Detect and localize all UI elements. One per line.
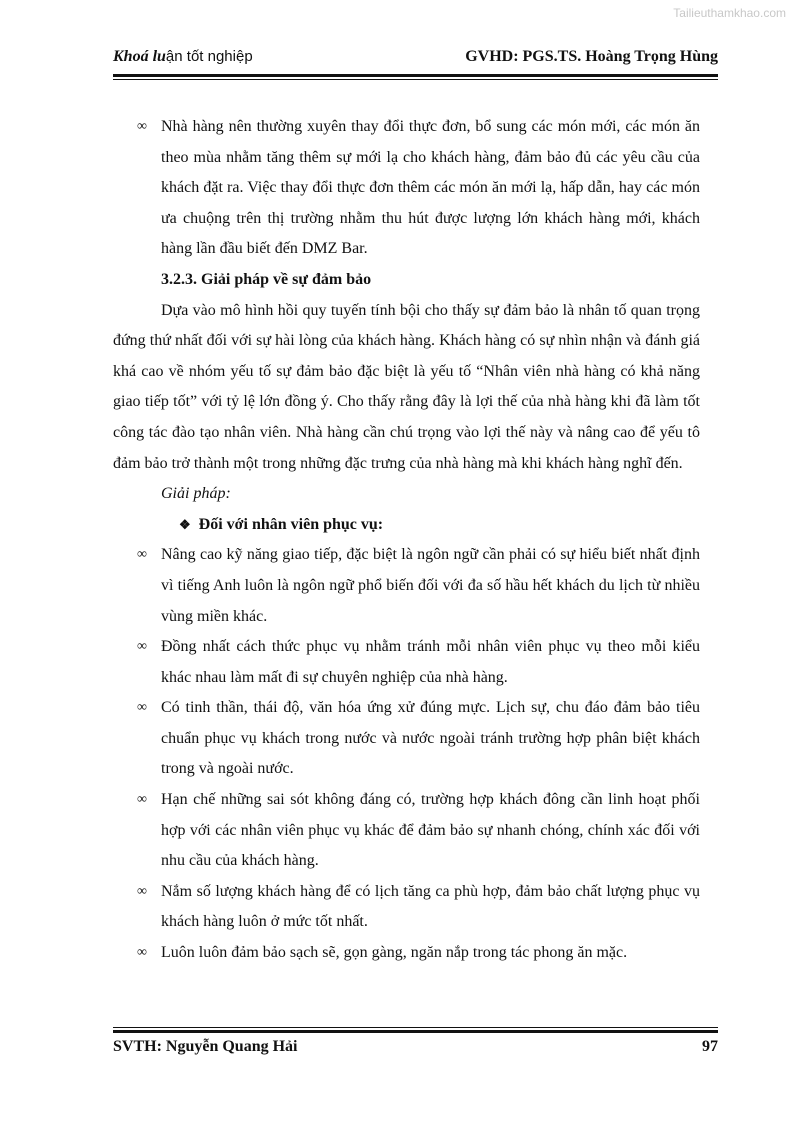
solution-label: Giải pháp: — [161, 485, 231, 503]
diamond-bullet-icon: ❖ — [179, 516, 191, 532]
page-footer — [113, 1038, 718, 1062]
watermark-text: Tailieuthamkhao.com — [673, 6, 786, 20]
infinity-bullet-icon: ∞ — [137, 792, 147, 808]
list-item-text: Luôn luôn đảm bảo sạch sẽ, gọn gàng, ngăn nắp trong tác phong ăn mặc. — [161, 944, 628, 962]
page-number: 97 — [702, 1038, 718, 1055]
page-header — [113, 48, 718, 72]
list-item — [113, 877, 700, 938]
list-item-text: Hạn chế những sai sót không đáng có, trường hợp khách đông cần linh hoạt phối hợp với các nhân viên phục vụ khác để đảm bảo sự nhanh chóng, chính xác đối với nhu cầu của khách hàng. — [161, 791, 700, 870]
list-item — [113, 540, 700, 632]
list-item-text: Nhà hàng nên thường xuyên thay đổi thực đơn, bổ sung các món mới, các món ăn theo mùa nhằm tăng thêm sự mới lạ cho khách hàng, đảm bảo đủ các yêu cầu của khách đặt ra. Việc thay đổi thực đơn thêm các món ăn mới lạ, hấp dẫn, hay các món ưa chuộng trên thị trường nhằm thu hút được lượng lớn khách hàng mới, khách hàng lần đầu biết đến DMZ Bar. — [161, 118, 700, 258]
list-item-text: Có tinh thần, thái độ, văn hóa ứng xử đúng mực. Lịch sự, chu đáo đảm bảo tiêu chuẩn phục vụ khách trong nước và nước ngoài tránh trường hợp phân biệt khách trong và ngoài nước. — [161, 699, 700, 778]
body-paragraph: Dựa vào mô hình hồi quy tuyến tính bội cho thấy sự đảm bảo là nhân tố quan trọng đứng thứ nhất đối với sự hài lòng của khách hàng. Khách hàng có sự nhìn nhận và đánh giá khá cao về nhóm yếu tố sự đảm bảo đặc biệt là yếu tố “Nhân viên nhà hàng có khả năng giao tiếp tốt” với tỷ lệ lớn đồng ý. Cho thấy rằng đây là lợi thế của nhà hàng khi đã làm tốt công tác đào tạo nhân viên. Nhà hàng cần chú trọng vào lợi thế này và nâng cao để yếu tô đảm bảo trở thành một trong những đặc trưng của nhà hàng mà khi khách hàng nghĩ đến. — [113, 301, 700, 472]
list-item — [113, 785, 700, 877]
list-item-text: Đồng nhất cách thức phục vụ nhằm tránh mỗi nhân viên phục vụ theo mỗi kiểu khác nhau làm mất đi sự chuyên nghiệp của nhà hàng. — [161, 638, 700, 686]
infinity-bullet-icon: ∞ — [137, 700, 147, 716]
infinity-bullet-icon: ∞ — [137, 547, 147, 563]
footer-rule-thin — [113, 1027, 718, 1028]
list-item-text: Nắm số lượng khách hàng để có lịch tăng ca phù hợp, đảm bảo chất lượng phục vụ khách hàng luôn ở mức tốt nhất. — [161, 882, 700, 931]
thesis-label — [113, 48, 253, 66]
infinity-bullet-icon: ∞ — [137, 883, 147, 899]
list-item — [113, 632, 700, 693]
page-body — [113, 112, 700, 969]
header-rule-thin — [113, 79, 718, 80]
section-heading: 3.2.3. Giải pháp về sự đảm bảo — [161, 270, 372, 288]
advisor-label: GVHD: PGS.TS. Hoàng Trọng Hùng — [465, 48, 718, 65]
thesis-label-rest: ận tốt nghiệp — [165, 48, 253, 65]
sub-heading — [113, 510, 700, 541]
infinity-bullet-icon: ∞ — [137, 639, 147, 655]
list-item — [113, 693, 700, 785]
header-rule-thick — [113, 74, 718, 77]
footer-rule-thick — [113, 1030, 718, 1033]
sub-heading-text: Đối với nhân viên phục vụ: — [198, 515, 384, 533]
list-item — [113, 938, 700, 969]
list-item — [113, 112, 700, 265]
list-item-text: Nâng cao kỹ năng giao tiếp, đặc biệt là ngôn ngữ cần phải có sự hiểu biết nhất định vì tiếng Anh luôn là ngôn ngữ phổ biến đối với đa số hầu hết khách du lịch từ nhiều vùng miền khác. — [161, 546, 700, 625]
student-label: SVTH: Nguyễn Quang Hải — [113, 1038, 298, 1055]
infinity-bullet-icon: ∞ — [137, 119, 147, 134]
thesis-label-bold: Khoá lu — [113, 48, 166, 65]
infinity-bullet-icon: ∞ — [137, 945, 147, 961]
